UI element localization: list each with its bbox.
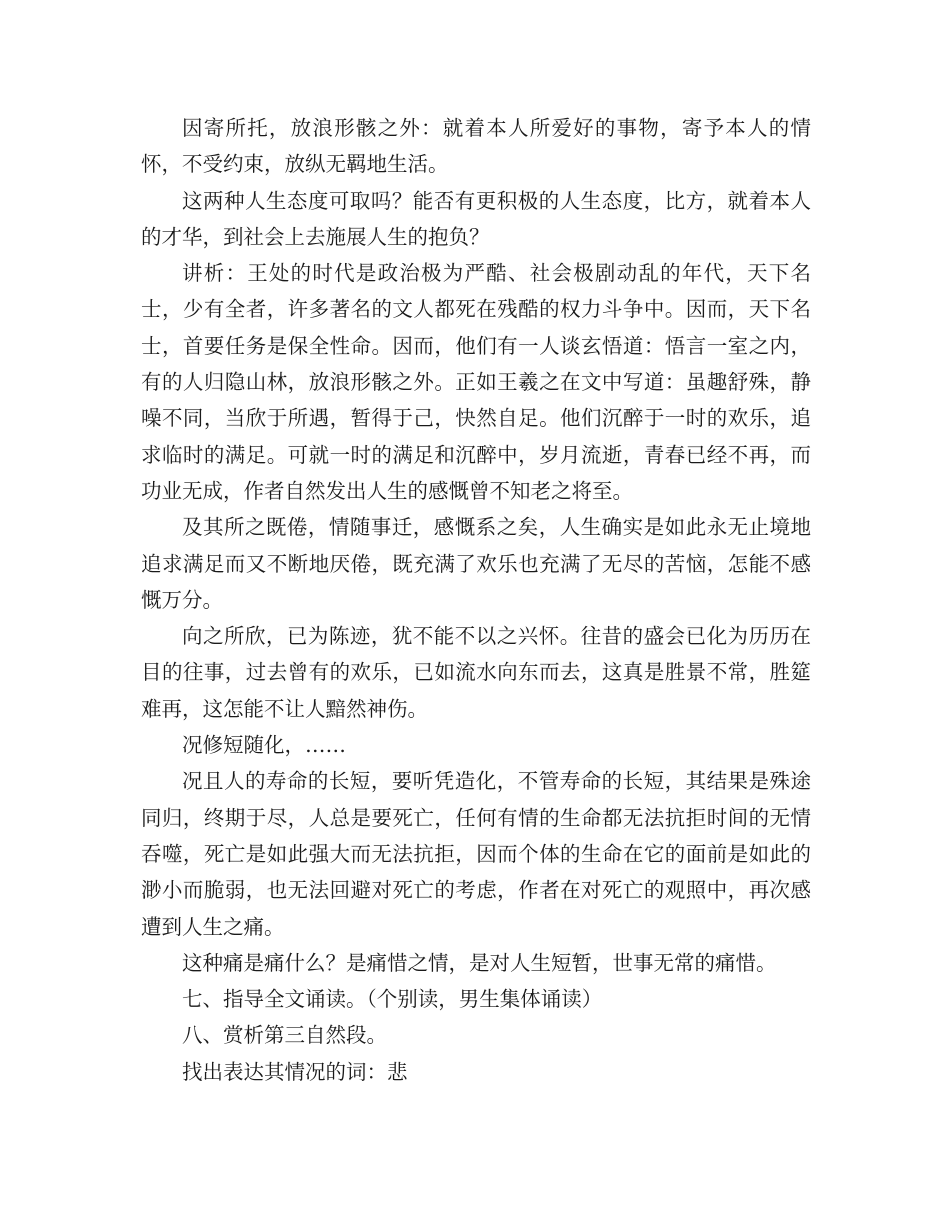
paragraph-5: 向之所欣，已为陈迹，犹不能不以之兴怀。往昔的盛会已化为历历在目的往事，过去曾有的欢乐，已如流水向东而去，这真是胜景不常，胜筵难再，这怎能不让人黯然神伤。 [141, 624, 811, 721]
paragraph-11: 找出表达其情况的词：悲 [182, 1059, 408, 1084]
paragraph-4: 及其所之既倦，情随事迁，感慨系之矣，人生确实是如此永无止境地追求满足而又不断地厌倦，既充满了欢乐也充满了无尽的苦恼，怎能不感慨万分。 [141, 515, 811, 612]
paragraph-2: 这两种人生态度可取吗？能否有更积极的人生态度，比方，就着本人的才华，到社会上去施展人生的抱负？ [141, 188, 811, 249]
paragraph-6: 况修短随化，…… [182, 733, 346, 758]
section-heading-7: 七、指导全文诵读。（个别读，男生集体诵读） [182, 987, 603, 1012]
section-heading-8: 八、赏析第三自然段。 [182, 1023, 387, 1048]
paragraph-8: 这种痛是痛什么？是痛惜之情，是对人生短暂，世事无常的痛惜。 [182, 950, 777, 975]
document-page [141, 110, 811, 1090]
paragraph-7: 况且人的寿命的长短，要听凭造化，不管寿命的长短，其结果是殊途同归，终期于尽，人总是要死亡，任何有情的生命都无法抗拒时间的无情吞噬，死亡是如此强大而无法抗拒，因而个体的生命在它的面前是如此的渺小而脆弱，也无法回避对死亡的考虑，作者在对死亡的观照中，再次感遭到人生之痛。 [141, 769, 811, 939]
paragraph-3: 讲析：王处的时代是政治极为严酷、社会极剧动乱的年代，天下名士，少有全者，许多著名的文人都死在残酷的权力斗争中。因而，天下名士，首要任务是保全性命。因而，他们有一人谈玄悟道：悟言一室之内，有的人归隐山林，放浪形骸之外。正如王羲之在文中写道：虽趣舒殊，静噪不同，当欣于所遇，暂得于己，快然自足。他们沉醉于一时的欢乐，追求临时的满足。可就一时的满足和沉醉中，岁月流逝，青春已经不再，而功业无成，作者自然发出人生的感慨曾不知老之将至。 [141, 261, 811, 503]
paragraph-1: 因寄所托，放浪形骸之外：就着本人所爱好的事物，寄予本人的情怀，不受约束，放纵无羁地生活。 [141, 116, 811, 177]
